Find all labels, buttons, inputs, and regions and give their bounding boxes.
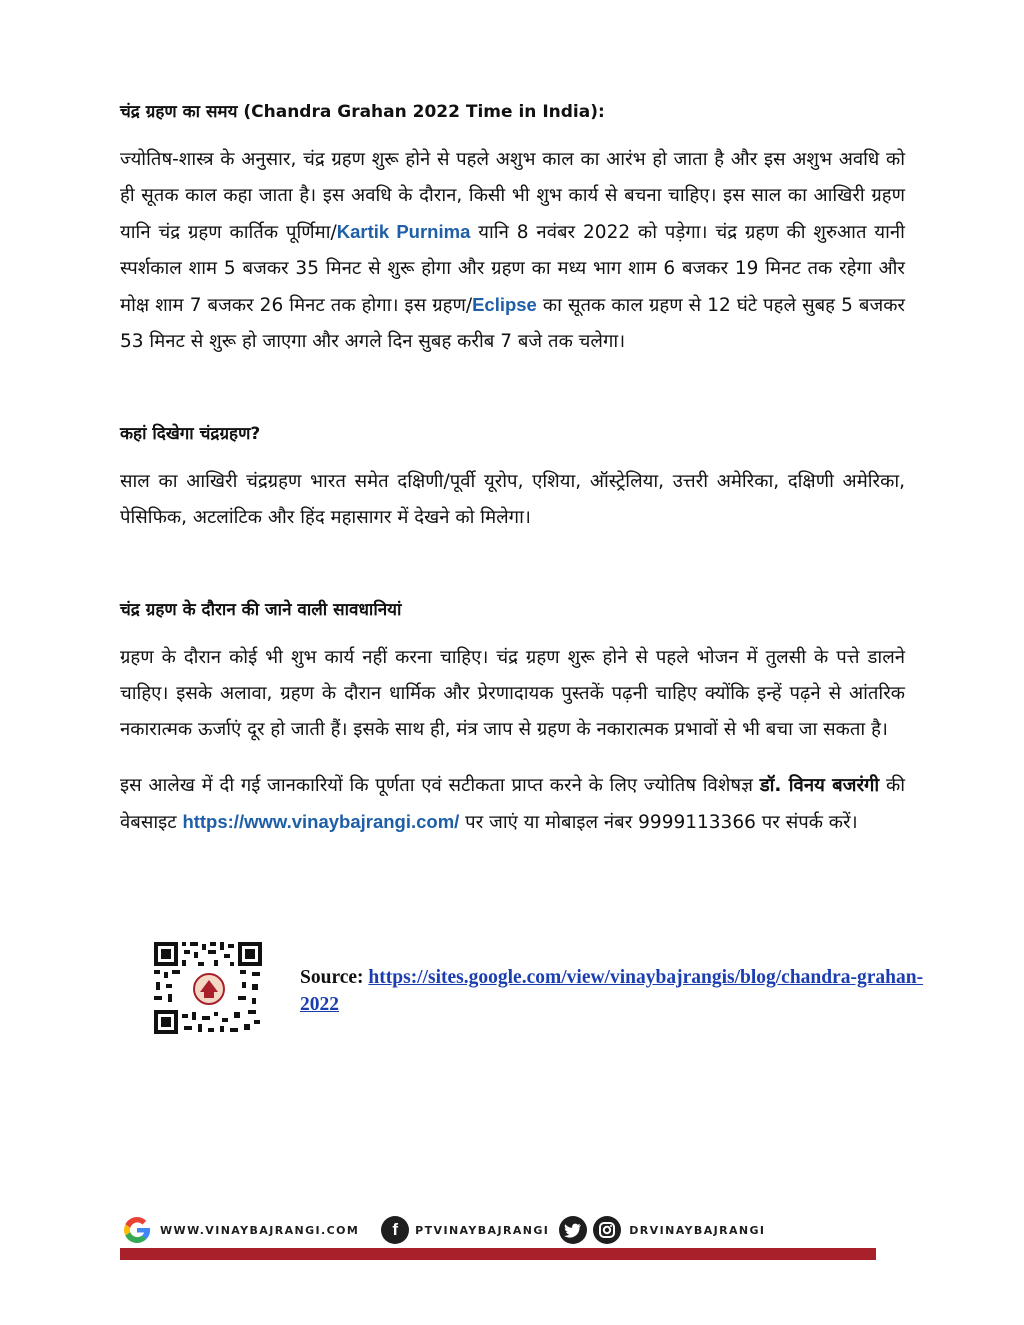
document-body [120, 100, 905, 861]
text-segment: यानि 8 नवंबर 2022 को पड़ेगा। चंद्र ग्रहण की शुरुआत यानी स्पर्शकाल शाम 5 बजकर 35 मिनट से शुरू होगा और ग्रहण का मध्य भाग शाम 6 बजकर 19 मिनट तक रहेगा और मोक्ष शाम 7 बजकर 26 मिनट तक होगा। इस ग्रहण/ [120, 222, 905, 316]
text-segment: ज्योतिष-शास्त्र के अनुसार, चंद्र ग्रहण शुरू होने से पहले अशुभ काल का आरंभ हो जाता है और इस अशुभ अवधि को ही सूतक काल कहा जाता है। इस अवधि के दौरान, किसी भी शुभ कार्य से बचना चाहिए। इस साल का आखिरी ग्रहण यानि चंद्र ग्रहण कार्तिक पूर्णिमा/ [120, 149, 905, 243]
instagram-icon[interactable] [593, 1216, 621, 1244]
footer-website[interactable]: WWW.VINAYBAJRANGI.COM [160, 1223, 360, 1237]
qr-code-icon[interactable] [152, 940, 264, 1036]
google-g-icon [120, 1213, 154, 1247]
source-link[interactable]: https://sites.google.com/view/vinaybajrangis/blog/chandra-grahan-2022 [300, 967, 924, 1015]
paragraph-contact [120, 768, 905, 841]
source-citation [300, 964, 932, 1018]
paragraph-sutak-kaal [120, 142, 905, 360]
expert-name: डॉ. विनय बजरंगी [759, 775, 880, 796]
footer-social-handle[interactable]: DRVINAYBAJRANGI [629, 1223, 766, 1237]
paragraph-visibility: साल का आखिरी चंद्रग्रहण भारत समेत दक्षिणी/पूर्वी यूरोप, एशिया, ऑस्ट्रेलिया, उत्तरी अमेरिका, दक्षिणी अमेरिका, पेसिफिक, अटलांटिक और हिंद महासागर में देखने को मिलेगा। [120, 471, 905, 528]
link-kartik-purnima[interactable]: Kartik Purnima [336, 221, 471, 242]
footer-banner [120, 1212, 876, 1262]
text-segment: की वेबसाइट [120, 775, 905, 833]
section-heading-visibility: कहां दिखेगा चंद्रग्रहण? [120, 424, 261, 444]
link-eclipse[interactable]: Eclipse [472, 294, 537, 315]
section-heading-time: चंद्र ग्रहण का समय (Chandra Grahan 2022 Time in India): [120, 102, 605, 122]
facebook-icon[interactable]: f [381, 1216, 409, 1244]
twitter-icon[interactable] [559, 1216, 587, 1244]
footer-facebook[interactable]: PTVINAYBAJRANGI [415, 1223, 550, 1237]
footer-bar [120, 1248, 876, 1260]
footer-row [120, 1212, 876, 1248]
text-segment: पर जाएं या मोबाइल नंबर 9999113366 पर संपर्क करें। [459, 812, 858, 833]
section-heading-precautions: चंद्र ग्रहण के दौरान की जाने वाली सावधानियां [120, 600, 402, 620]
text-segment: का सूतक काल ग्रहण से 12 घंटे पहले सुबह 5 बजकर 53 मिनट से शुरू हो जाएगा और अगले दिन सुबह करीब 7 बजे तक चलेगा। [120, 295, 905, 352]
text-segment: इस आलेख में दी गई जानकारियों कि पूर्णता एवं सटीकता प्राप्त करने के लिए ज्योतिष विशेषज्ञ [120, 775, 760, 796]
source-label: Source: [300, 967, 364, 988]
website-link[interactable]: https://www.vinaybajrangi.com/ [182, 811, 460, 832]
paragraph-precautions: ग्रहण के दौरान कोई भी शुभ कार्य नहीं करना चाहिए। चंद्र ग्रहण शुरू होने से पहले भोजन में तुलसी के पत्ते डालने चाहिए। इसके अलावा, ग्रहण के दौरान धार्मिक और प्रेरणादायक पुस्तकें पढ़नी चाहिए क्योंकि इन्हें पढ़ने से आंतरिक नकारात्मक ऊर्जाएं दूर हो जाती हैं। इसके साथ ही, मंत्र जाप से ग्रहण के नकारात्मक प्रभावों से भी बचा जा सकता है। [120, 647, 905, 740]
source-block [152, 940, 932, 1040]
